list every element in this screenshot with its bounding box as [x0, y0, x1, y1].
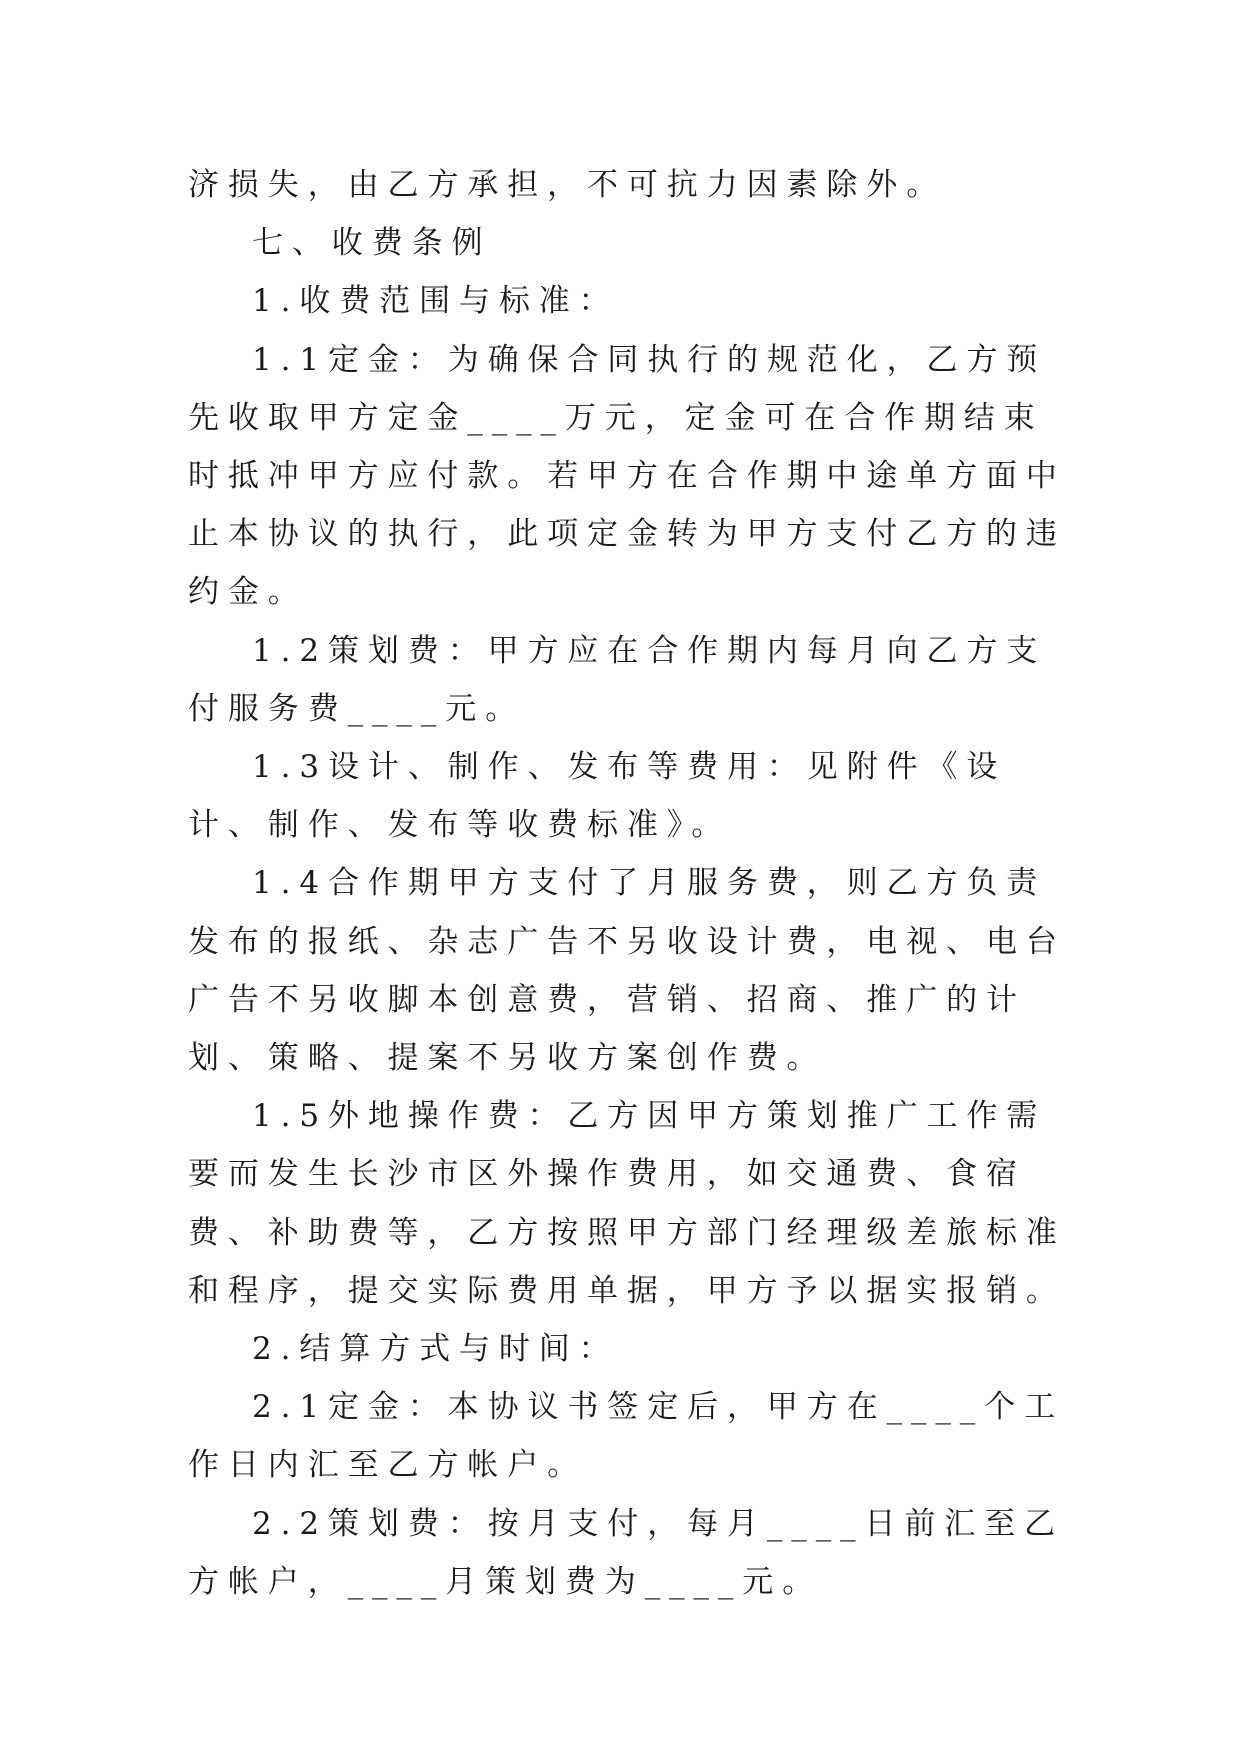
paragraph-service-fee-coverage: 1.4合作期甲方支付了月服务费，则乙方负责发布的报纸、杂志广告不另收设计费，电视、电台广告不另收脚本创意费，营销、招商、推广的计划、策略、提案不另收方案创作费。: [188, 865, 1066, 1077]
section-heading-fees: 七、收费条例: [252, 225, 492, 262]
paragraph-planning-fee: 1.2策划费：甲方应在合作期内每月向乙方支付服务费____元。: [188, 632, 1047, 727]
paragraph-deposit-settlement: 2.1定金：本协议书签定后，甲方在____个工作日内汇至乙方帐户。: [188, 1389, 1064, 1484]
paragraph-loss-clause-end: 济损失，由乙方承担，不可抗力因素除外。: [188, 167, 947, 203]
paragraph-deposit: 1.1定金：为确保合同执行的规范化，乙方预先收取甲方定金____万元，定金可在合作期结束时抵冲甲方应付款。若甲方在合作期中途单方面中止本协议的执行，此项定金转为甲方支付乙方的违约金。: [188, 341, 1066, 611]
paragraph-out-of-town-fee: 1.5外地操作费：乙方因甲方策划推广工作需要而发生长沙市区外操作费用，如交通费、食宿费、补助费等，乙方按照甲方部门经理级差旅标准和程序，提交实际费用单据，甲方予以据实报销。: [188, 1098, 1066, 1309]
paragraph-design-fees: 1.3设计、制作、发布等费用：见附件《设计、制作、发布等收费标准》。: [188, 749, 1007, 844]
subheading-settlement: 2.结算方式与时间：: [252, 1331, 619, 1368]
paragraph-planning-fee-settlement: 2.2策划费：按月支付，每月____日前汇至乙方帐户，____月策划费为____元。: [188, 1505, 1064, 1600]
subheading-fee-scope: 1.收费范围与标准：: [252, 283, 619, 320]
document-body: [188, 156, 1068, 1611]
